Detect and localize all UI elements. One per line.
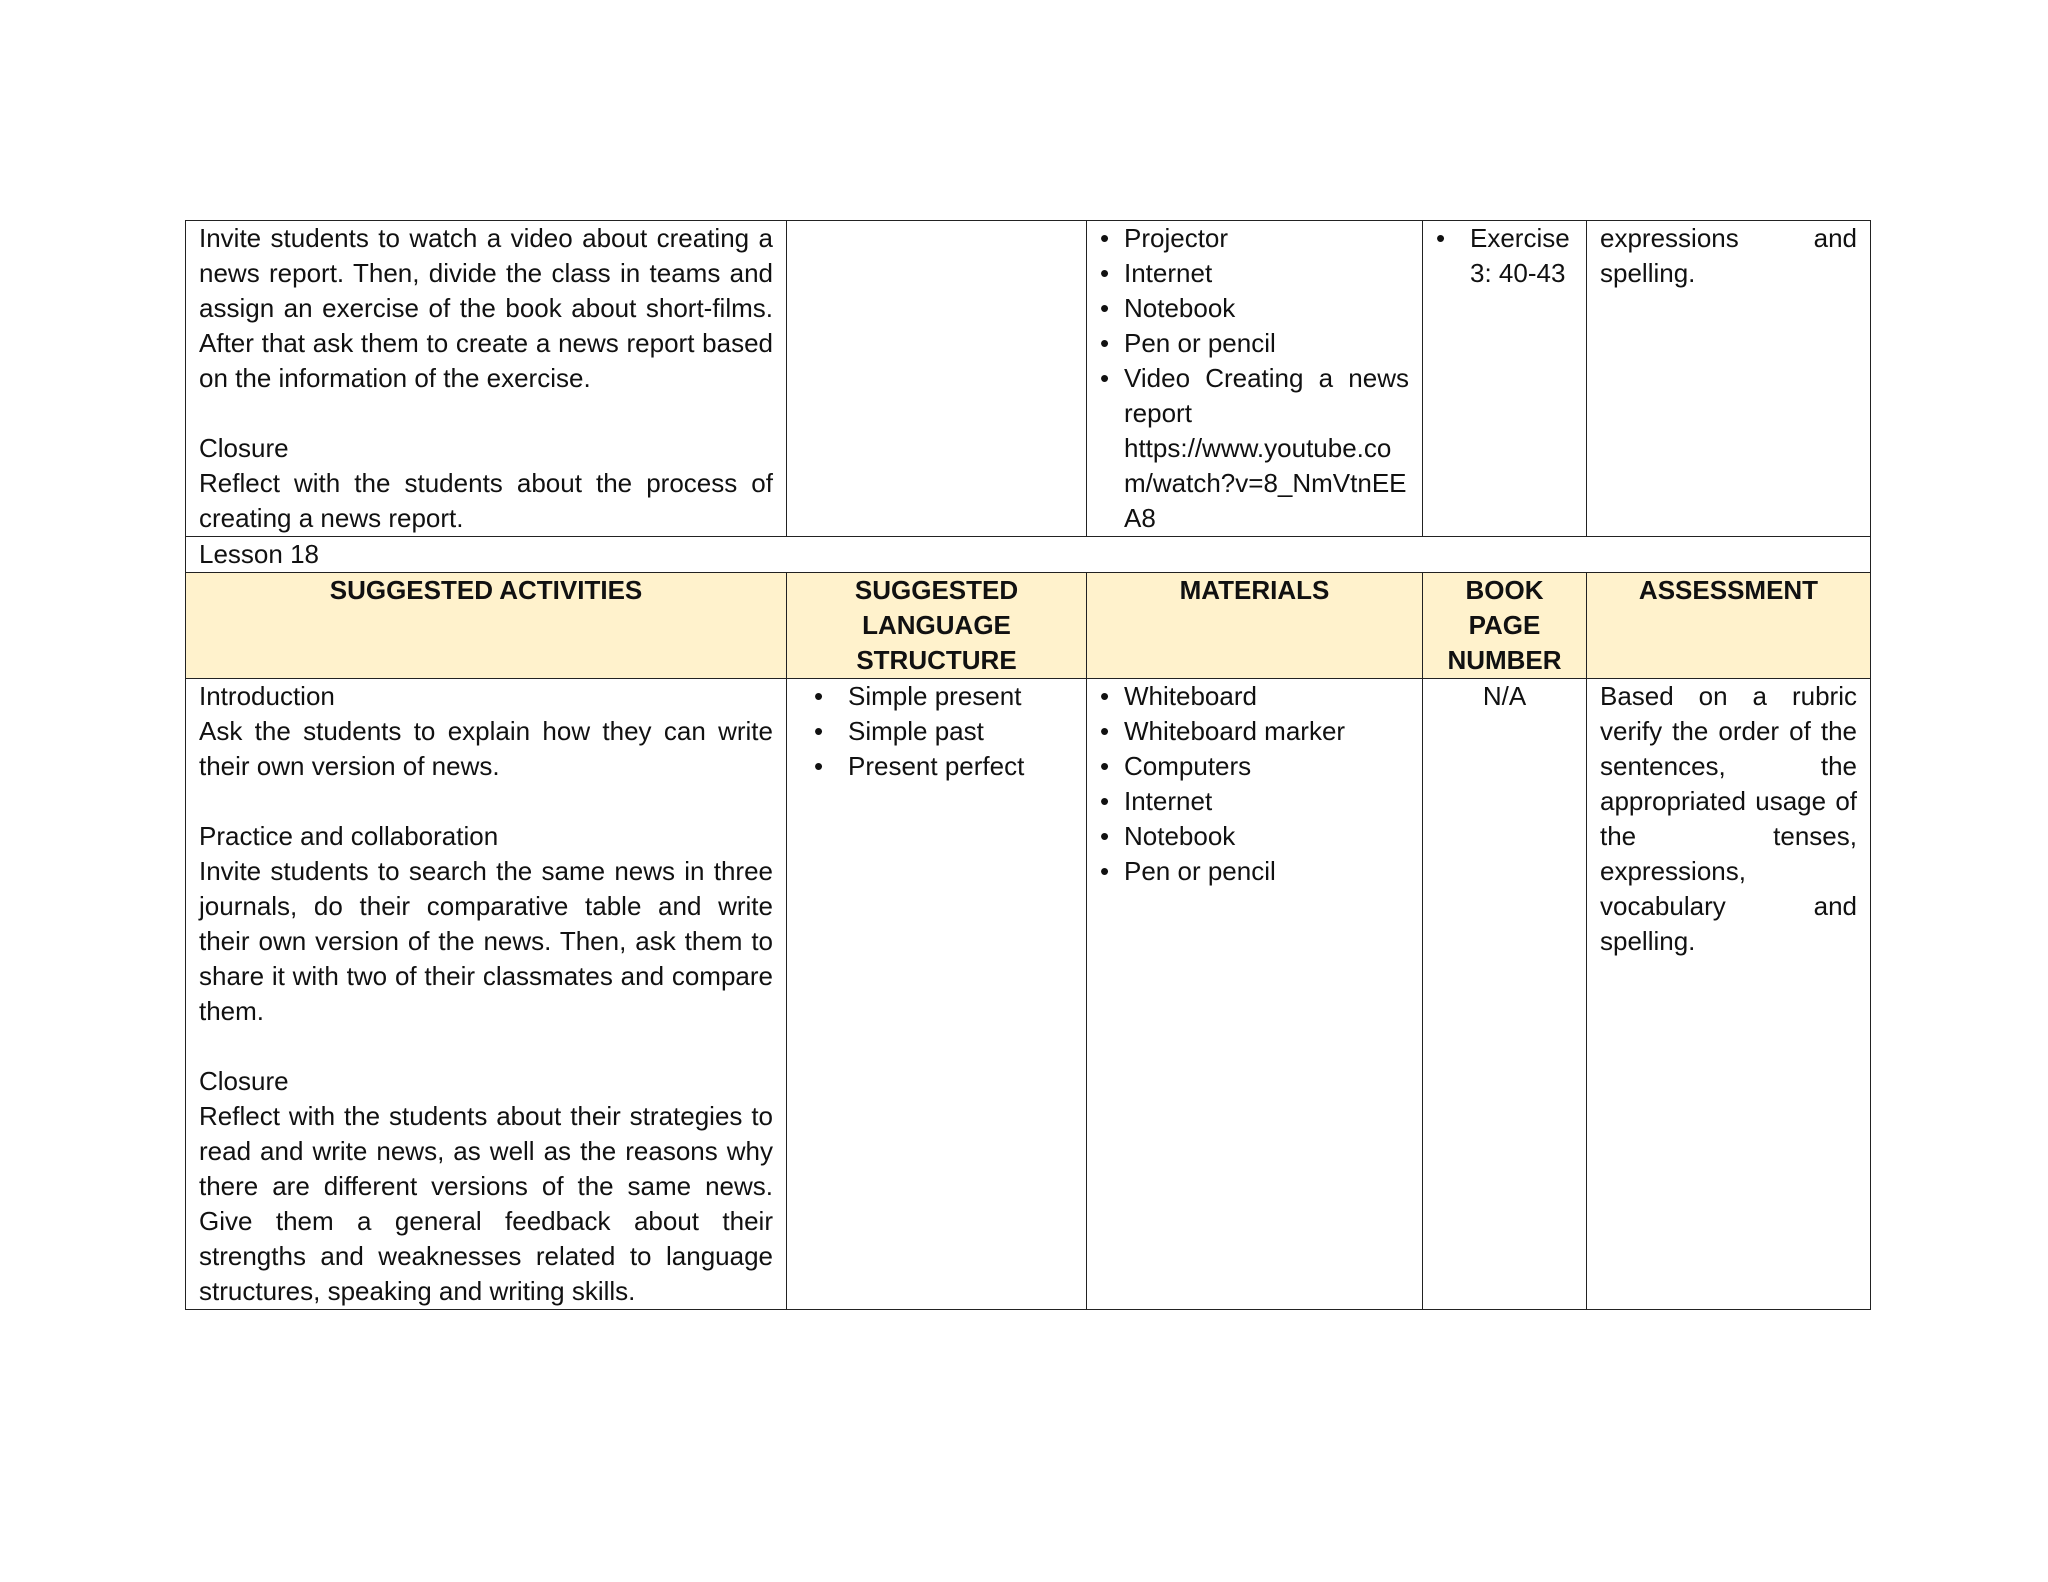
closure-paragraph: Reflect with the students about the process of creating a news report.	[199, 468, 773, 533]
list-item: • Pen or pencil	[1100, 854, 1409, 889]
table-row-lesson-18	[186, 679, 1871, 1310]
list-item: • Present perfect	[800, 749, 1073, 784]
language-cell	[787, 679, 1087, 1310]
header-line: PAGE	[1468, 610, 1541, 640]
video-list-item	[1100, 361, 1409, 536]
materials-cell	[1087, 221, 1423, 537]
activities-cell	[186, 221, 787, 537]
closure-heading: Closure	[199, 1066, 289, 1096]
assessment-cell	[1587, 679, 1871, 1310]
list-item: • Pen or pencil	[1100, 326, 1409, 361]
book-page-cell	[1423, 221, 1587, 537]
header-assessment: ASSESSMENT	[1587, 573, 1871, 679]
table-row-lesson-label	[186, 537, 1871, 573]
closure-heading: Closure	[199, 433, 289, 463]
table-header-row	[186, 573, 1871, 679]
materials-list	[1100, 679, 1409, 889]
header-line: LANGUAGE	[862, 610, 1011, 640]
header-line: STRUCTURE	[856, 645, 1017, 675]
materials-cell	[1087, 679, 1423, 1310]
materials-list	[1100, 221, 1409, 536]
introduction-heading: Introduction	[199, 681, 335, 711]
video-title: Video Creating a news report	[1124, 363, 1409, 428]
book-page-cell: N/A	[1423, 679, 1587, 1310]
list-item: • Whiteboard	[1100, 679, 1409, 714]
header-line: SUGGESTED	[854, 575, 1019, 605]
list-item: • Simple present	[800, 679, 1073, 714]
lesson-plan-table	[185, 220, 1871, 1310]
closure-paragraph: Reflect with the students about their strategies to read and write news, as well as the reasons why there are different versions of the same news. Give them a general feedback about their strengths and weaknesses related to language structures, speaking and writing skills.	[199, 1101, 773, 1306]
language-list	[800, 679, 1073, 784]
video-link[interactable]: https://www.youtube.com/watch?v=8_NmVtnEEA8	[1124, 433, 1407, 533]
assessment-text: Based on a rubric verify the order of the sentences, the appropriated usage of the tenses, expressions, vocabulary and spelling.	[1600, 681, 1857, 956]
introduction-paragraph: Ask the students to explain how they can write their own version of news.	[199, 716, 773, 781]
list-item: • Notebook	[1100, 291, 1409, 326]
header-suggested-language-structure	[787, 573, 1087, 679]
header-suggested-activities: SUGGESTED ACTIVITIES	[186, 573, 787, 679]
header-line: NUMBER	[1447, 645, 1562, 675]
practice-heading: Practice and collaboration	[199, 821, 499, 851]
list-item: • Internet	[1100, 784, 1409, 819]
paragraph-spacer	[199, 784, 773, 819]
activities-cell	[186, 679, 787, 1310]
list-item: • Projector	[1100, 221, 1409, 256]
list-item: • Notebook	[1100, 819, 1409, 854]
paragraph-spacer	[199, 1029, 773, 1064]
header-materials: MATERIALS	[1087, 573, 1423, 679]
practice-paragraph: Invite students to search the same news in three journals, do their comparative table and write their own version of the news. Then, ask them to share it with two of their classmates and compare them.	[199, 856, 773, 1026]
list-item: • Simple past	[800, 714, 1073, 749]
lesson-label: Lesson 18	[186, 537, 1871, 573]
paragraph-spacer	[199, 396, 773, 431]
header-line: BOOK	[1465, 575, 1544, 605]
list-item: • Whiteboard marker	[1100, 714, 1409, 749]
table-row-previous-lesson	[186, 221, 1871, 537]
book-page-item: • Exercise 3: 40-43	[1436, 221, 1573, 291]
list-item: • Computers	[1100, 749, 1409, 784]
header-book-page-number	[1423, 573, 1587, 679]
list-item: • Internet	[1100, 256, 1409, 291]
activity-paragraph: Invite students to watch a video about creating a news report. Then, divide the class in teams and assign an exercise of the book about short-films. After that ask them to create a news report based on the information of the exercise.	[199, 223, 773, 393]
assessment-cell	[1587, 221, 1871, 537]
language-cell	[787, 221, 1087, 537]
assessment-text: expressions and spelling.	[1600, 223, 1857, 288]
